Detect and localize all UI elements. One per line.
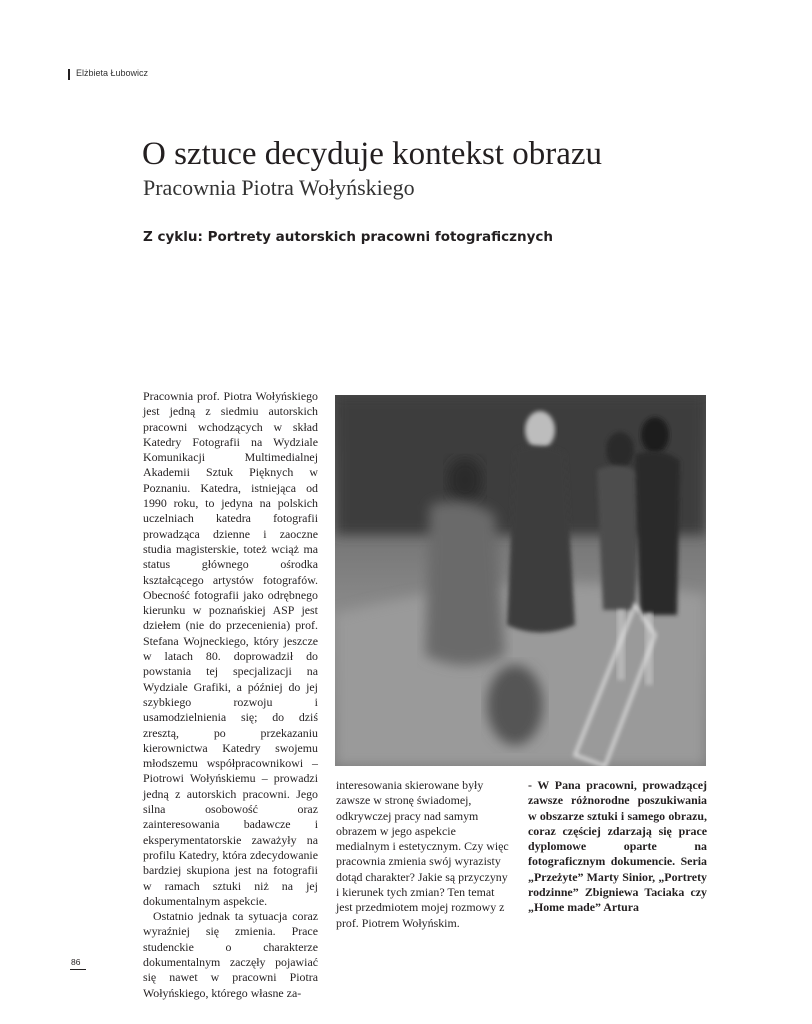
article-subtitle: Pracownia Piotra Wołyńskiego xyxy=(143,175,415,200)
text-column-2 xyxy=(336,778,512,931)
paragraph: Pracownia prof. Piotra Wołyńskiego jest jedną z siedmiu autorskich pracowni wchodzących w skład Katedry Fotografii na Wydziale Komunikacji Multimedialnej Akademii Sztuk Pięknych w Poznaniu. Katedra, istniejąca od 1990 roku, to jedyna na polskich uczelniach katedra fotografii prowadząca dzienne i zaoczne studia magisterskie, toteż wciąż ma status głównego ośrodka kształcącego artystów fotografów. Obecność fotografii jako odrębnego kierunku w poznańskiej ASP jest dziełem (nie do przecenienia) prof. Stefana Wojneckiego, który jeszcze w latach 80. doprowadził do powstania tej specjalizacji na Wydziale Grafiki, a później do jej szybkiego rozwoju i usamodzielnienia się; do dziś zresztą, po przekazaniu kierownictwa Katedry swojemu młodszemu współpracownikowi – Piotrowi Wołyńskiemu – prowadzi jedną z autorskich pracowni. Jego silna osobowość oraz zainteresowania badawcze i eksperymentatorskie zaważyły na profilu Katedry, która zdecydowanie bardziej skupiona jest na fotografii w ramach sztuki niż na jej dokumentalnym aspekcie. xyxy=(143,389,318,908)
text-column-3 xyxy=(528,778,707,916)
paragraph: interesowania skierowane były zawsze w stronę świadomej, odkrywczej pracy nad samym obrazem w jego aspekcie medialnym i estetycznym. Czy więc pracownia zmienia swój wyrazisty dotąd charakter? Jakie są przyczyny i kierunek tych zmian? Ten temat jest przedmiotem mojej rozmowy z prof. Piotrem Wołyńskim. xyxy=(336,778,509,930)
page-number-rule xyxy=(70,969,86,970)
paragraph: Ostatnio jednak ta sytuacja coraz wyraźniej się zmienia. Prace studenckie o charakterze dokumentalnym zaczęły pojawiać się nawet w pracowni Piotra Wołyńskiego, którego własne za- xyxy=(143,909,318,1000)
series-line: Z cyklu: Portrety autorskich pracowni fotograficznych xyxy=(143,229,554,245)
text-column-1 xyxy=(143,389,318,1001)
article-photo xyxy=(335,395,706,766)
interview-question: - W Pana pracowni, prowadzącej zawsze różnorodne poszukiwania w obszarze sztuki i samego obrazu, coraz częściej zdarzają się prace dyplomowe oparte na fotograficznym dokumencie. Seria „Przeżyte” Marty Sinior, „Portrety rodzinne” Zbigniewa Taciaka czy „Home made” Artura xyxy=(528,778,707,915)
article-title: O sztuce decyduje kontekst obrazu xyxy=(142,136,603,172)
running-header-author: Elżbieta Łubowicz xyxy=(76,68,149,78)
page-number: 86 xyxy=(71,957,81,967)
photo-illustration xyxy=(335,395,706,766)
header-rule xyxy=(68,69,70,80)
